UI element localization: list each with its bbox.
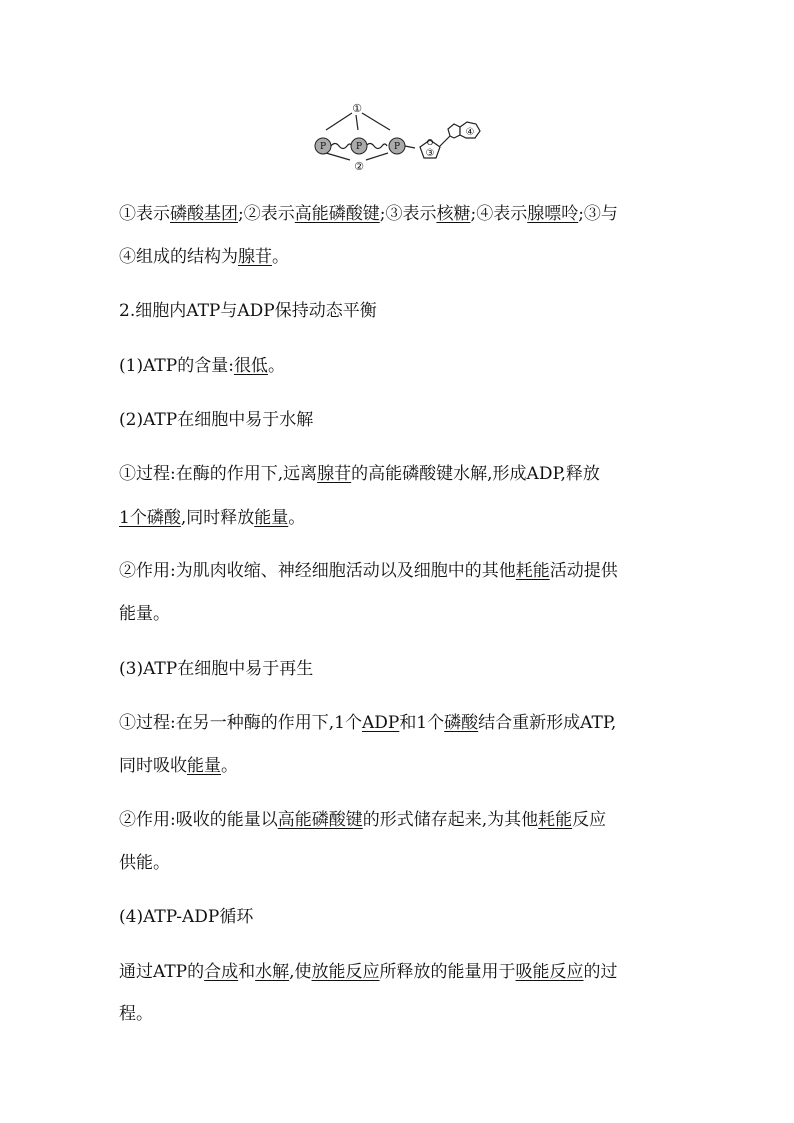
bond-line bbox=[356, 115, 358, 130]
bond-line bbox=[366, 153, 388, 160]
item-line: 供能。 bbox=[119, 853, 170, 873]
item-line: ①过程:在酶的作用下,远离腺苷的高能磷酸键水解,形成ADP,释放 bbox=[119, 464, 600, 484]
item-heading: (4)ATP-ADP循环 bbox=[119, 907, 254, 927]
item-heading: (2)ATP在细胞中易于水解 bbox=[119, 410, 314, 430]
phosphate-label: P bbox=[393, 142, 401, 152]
item-line: ②作用:吸收的能量以高能磷酸键的形式储存起来,为其他耗能反应 bbox=[119, 810, 607, 830]
blank-answer: 能量 bbox=[254, 508, 289, 528]
blank-answer: 核糖 bbox=[436, 204, 471, 224]
blank-answer: 磷酸基团 bbox=[170, 204, 238, 224]
blank-answer: 腺苷 bbox=[317, 464, 352, 484]
blank-answer: 合成 bbox=[204, 962, 239, 982]
bond-line bbox=[405, 146, 415, 148]
blank-answer: 高能磷酸键 bbox=[277, 810, 363, 830]
blank-answer: 耗能 bbox=[515, 561, 550, 581]
section-heading: 2.细胞内ATP与ADP保持动态平衡 bbox=[119, 301, 377, 321]
blank-answer: 水解 bbox=[255, 962, 290, 982]
blank-answer: 很低 bbox=[233, 356, 268, 376]
item-line: ①过程:在另一种酶的作用下,1个ADP和1个磷酸结合重新形成ATP, bbox=[119, 713, 617, 733]
blank-answer: 放能反应 bbox=[311, 962, 380, 982]
marker-4: ④ bbox=[465, 127, 475, 138]
blank-answer: 磷酸 bbox=[444, 713, 479, 733]
high-energy-bond bbox=[331, 144, 352, 149]
marker-1: ① bbox=[352, 102, 362, 115]
bond-line bbox=[326, 153, 350, 160]
blank-answer: 高能磷酸键 bbox=[294, 204, 380, 224]
blank-answer: 吸能反应 bbox=[515, 962, 584, 982]
phosphate-label: P bbox=[319, 142, 327, 152]
para-line: ④组成的结构为腺苷。 bbox=[119, 247, 289, 267]
adenine-ring bbox=[448, 124, 460, 138]
bond-line bbox=[326, 113, 352, 130]
atp-structure-diagram bbox=[300, 100, 500, 175]
phosphate-label: P bbox=[355, 142, 363, 152]
oxygen-label: O bbox=[426, 138, 434, 147]
para-line: ①表示磷酸基团;②表示高能磷酸键;③表示核糖;④表示腺嘌呤;③与 bbox=[119, 204, 618, 224]
high-energy-bond bbox=[366, 144, 387, 149]
item-line: 同时吸收能量。 bbox=[119, 756, 238, 776]
item-line: 通过ATP的合成和水解,使放能反应所释放的能量用于吸能反应的过 bbox=[119, 962, 618, 982]
blank-answer: ADP bbox=[361, 713, 400, 733]
item-line: 能量。 bbox=[119, 604, 170, 624]
blank-answer: 能量 bbox=[187, 756, 221, 776]
item-heading: (3)ATP在细胞中易于再生 bbox=[119, 659, 314, 679]
bond-line bbox=[362, 113, 390, 130]
item-line: 1个磷酸,同时释放能量。 bbox=[119, 508, 306, 528]
bond-line bbox=[440, 136, 450, 146]
blank-answer: 腺苷 bbox=[238, 247, 272, 267]
marker-3: ③ bbox=[425, 148, 435, 159]
blank-answer: 1个磷酸 bbox=[119, 508, 181, 528]
item-line: 程。 bbox=[119, 1004, 153, 1024]
item-line: ②作用:为肌肉收缩、神经细胞活动以及细胞中的其他耗能活动提供 bbox=[119, 561, 618, 581]
marker-2: ② bbox=[354, 160, 364, 173]
blank-answer: 耗能 bbox=[538, 810, 573, 830]
blank-answer: 腺嘌呤 bbox=[527, 204, 579, 224]
item-line: (1)ATP的含量:很低。 bbox=[119, 356, 285, 376]
